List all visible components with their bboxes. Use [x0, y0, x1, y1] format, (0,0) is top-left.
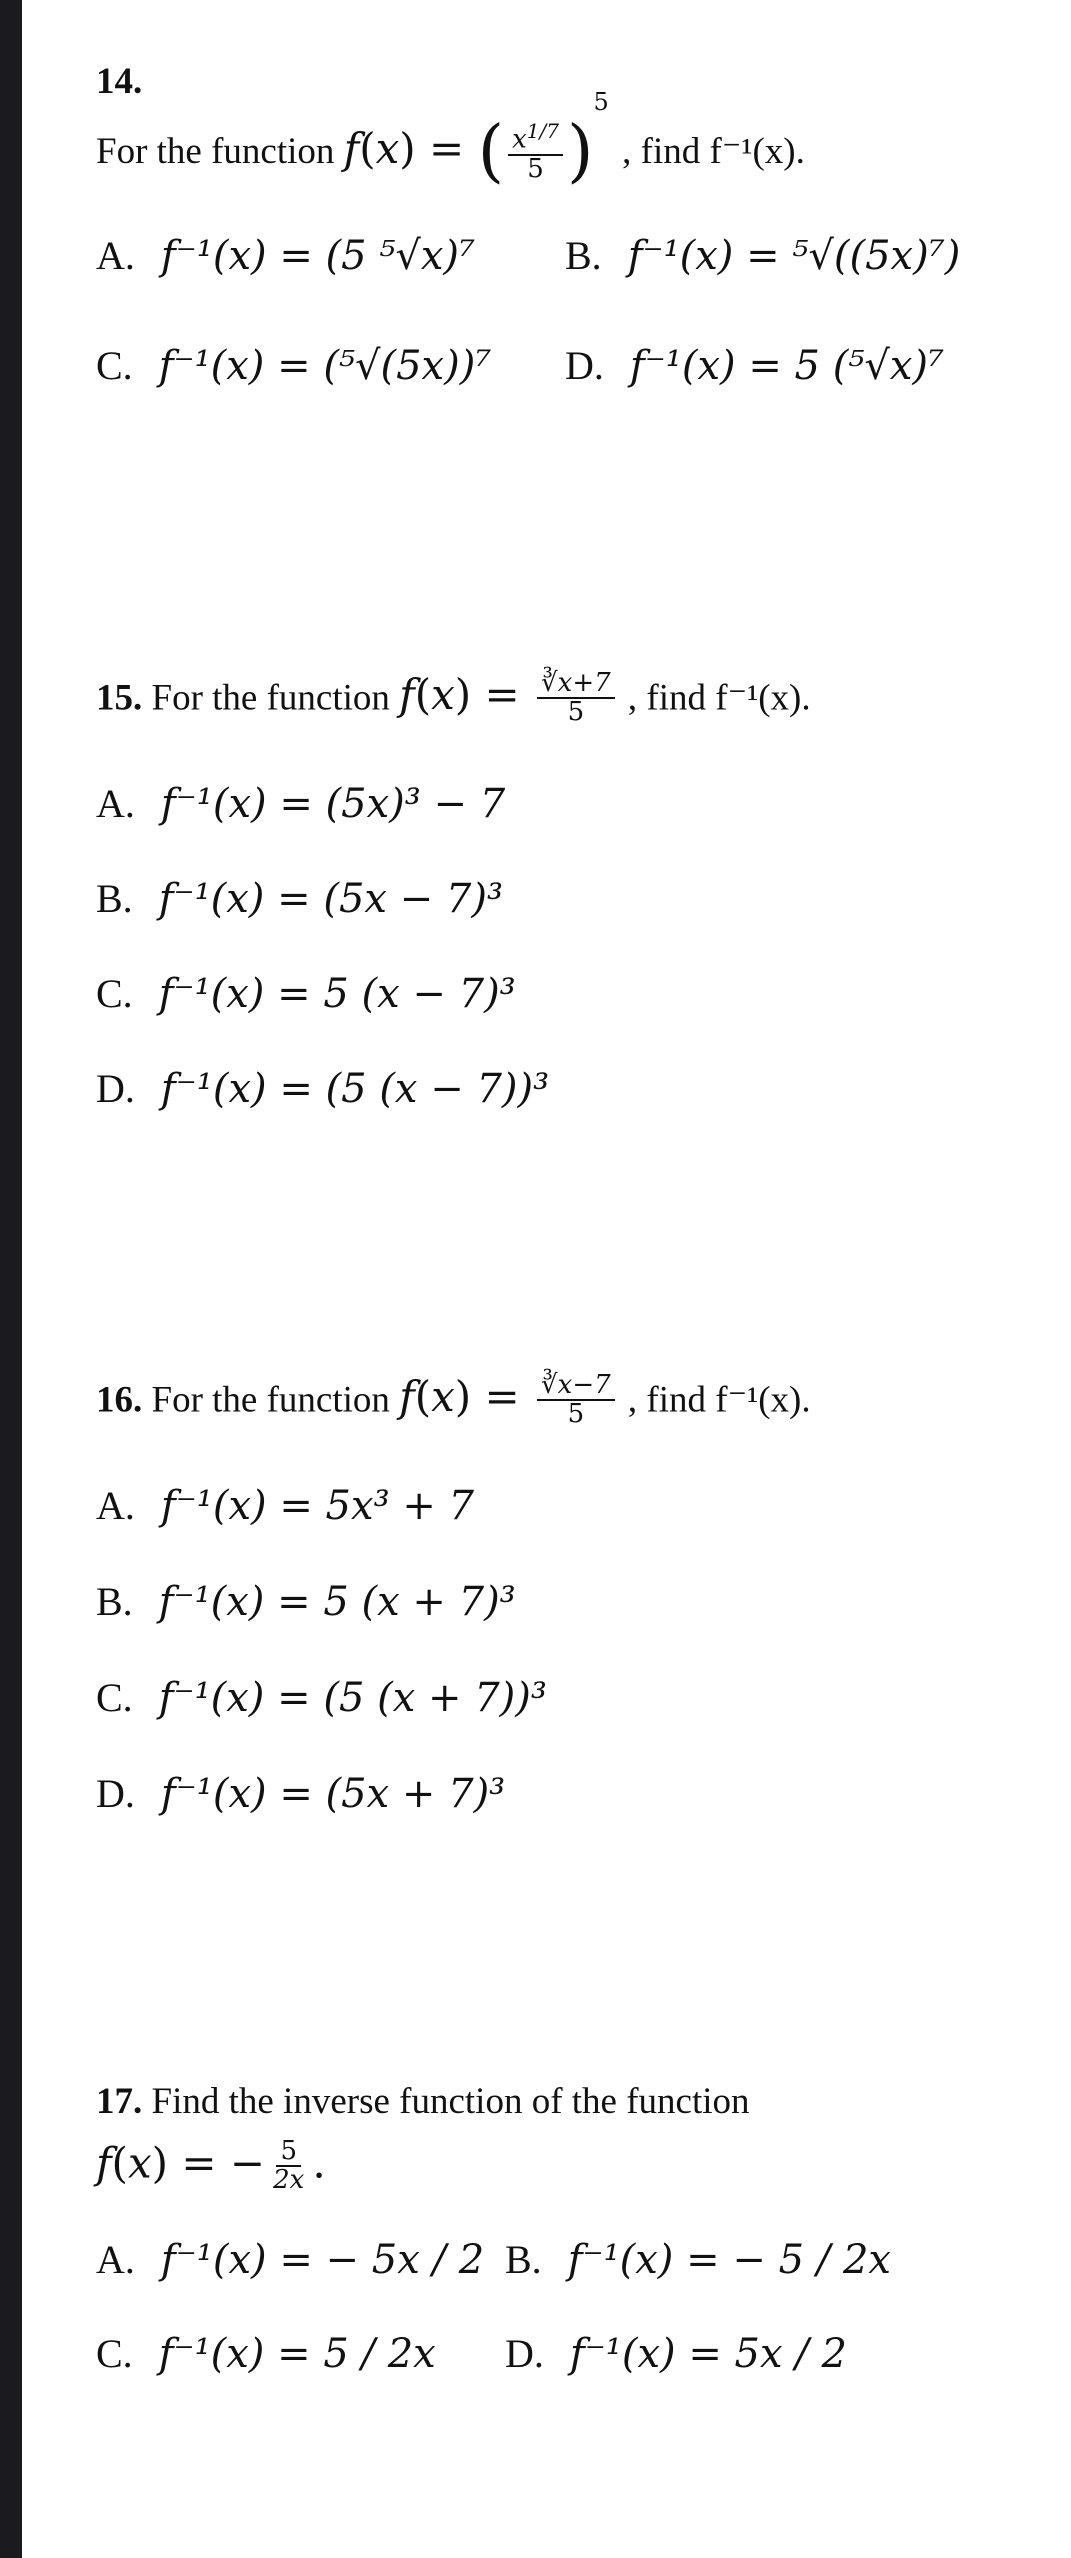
option-d[interactable]: D. f⁻¹(x) = (5 (x − 7))³ [96, 1066, 550, 1112]
question-stem [96, 670, 811, 727]
stem-text: For the function [151, 677, 390, 719]
stem-text: For the function [96, 130, 335, 172]
question-stem [96, 1372, 811, 1429]
stem-suffix: , find f⁻¹(x). [622, 130, 805, 172]
option-b[interactable]: B. f⁻¹(x) = − 5 / 2x [505, 2237, 891, 2283]
stem-text: Find the inverse function of the function [151, 2081, 750, 2122]
stem-suffix: , find f⁻¹(x). [627, 1379, 811, 1421]
stem-text: For the function [151, 1379, 390, 1421]
function-expression: f(x) = $\frac{∛x-7}{5}$ [399, 1372, 619, 1421]
option-d[interactable]: D. f⁻¹(x) = 5x / 2 [505, 2331, 847, 2377]
option-a[interactable]: A. f⁻¹(x) = (5x)³ − 7 [96, 781, 506, 827]
option-a[interactable]: A. f⁻¹(x) = (5 ⁵√x)⁷ [96, 233, 476, 279]
option-c[interactable]: C. f⁻¹(x) = 5 / 2x [96, 2331, 436, 2377]
option-c[interactable]: C. f⁻¹(x) = 5 (x − 7)³ [96, 971, 516, 1017]
option-c[interactable]: C. f⁻¹(x) = (5 (x + 7))³ [96, 1675, 547, 1721]
option-a[interactable]: A. f⁻¹(x) = − 5x / 2 [96, 2237, 485, 2283]
stem-suffix: , find f⁻¹(x). [627, 677, 811, 719]
option-c[interactable]: C. f⁻¹(x) = (⁵√(5x))⁷ [96, 343, 492, 389]
question-number: 15. [96, 677, 143, 719]
question-number: 17. [96, 2081, 143, 2122]
question-number: 16. [96, 1379, 143, 1421]
left-edge-bar [0, 0, 22, 2558]
option-d[interactable]: D. f⁻¹(x) = 5 (⁵√x)⁷ [565, 343, 945, 389]
option-a[interactable]: A. f⁻¹(x) = 5x³ + 7 [96, 1483, 474, 1529]
option-b[interactable]: B. f⁻¹(x) = 5 (x + 7)³ [96, 1579, 516, 1625]
question-stem [96, 2080, 750, 2123]
option-d[interactable]: D. f⁻¹(x) = (5x + 7)³ [96, 1771, 506, 1817]
function-expression: f(x) = − $\frac{5}{2x}$ . [96, 2136, 326, 2196]
function-expression: f(x) = ( $\frac{x^{1/7}}{5}$ )$^5$ [343, 88, 609, 191]
function-expression: f(x) = $\frac{∛x+7}{5}$ [399, 670, 619, 719]
question-stem [96, 88, 805, 191]
option-b[interactable]: B. f⁻¹(x) = ⁵√((5x)⁷) [565, 233, 961, 279]
question-number: 14. [96, 61, 143, 102]
option-b[interactable]: B. f⁻¹(x) = (5x − 7)³ [96, 876, 504, 922]
